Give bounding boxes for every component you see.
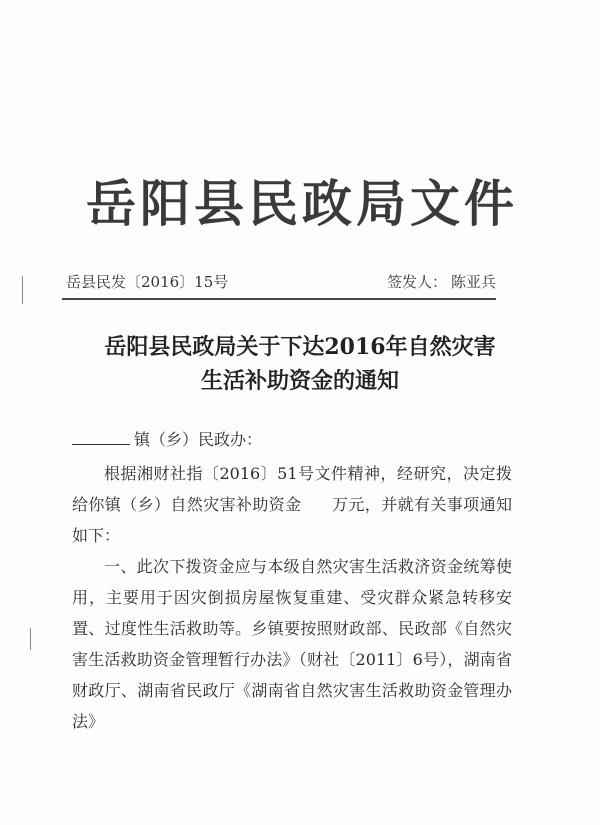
notice-body [72,458,512,737]
salutation-text: 镇（乡）民政办： [134,430,263,449]
binding-margin-mark [30,628,31,650]
document-meta-row [66,270,496,294]
signer-name: 陈亚兵 [450,273,496,291]
notice-title-line-2: 生活补助资金的通知 [200,368,399,394]
header-divider [62,298,496,300]
body-paragraph-1 [72,458,512,551]
signer [387,270,496,294]
salutation [72,428,262,452]
body-paragraph-1-part-1: 根据湘财社指〔2016〕51号文件精神，经研究，决定拨给你镇（乡）自然灾害补助资金 [72,464,512,514]
body-paragraph-1-part-2: 万元，并就有关事项通知如下： [72,495,512,545]
notice-title [0,330,600,398]
binding-margin-mark [22,276,23,304]
body-paragraph-2: 一、此次下拨资金应与本级自然灾害生活救济资金统筹使用，主要用于因灾倒损房屋恢复重建、受灾群众紧急转移安置、过度性生活救助等。乡镇要按照财政部、民政部《自然灾害生活救助资金管理暂行办法》（财社〔2011〕6号），湖南省财政厅、湖南省民政厅《湖南省自然灾害生活救助资金管理办法》 [72,557,512,731]
document-header-title: 岳阳县民政局文件 [86,175,518,233]
notice-title-line-1: 岳阳县民政局关于下达2016年自然灾害 [104,334,496,360]
blank-fill-line [72,428,130,445]
signer-label: 签发人： [386,273,447,291]
document-number: 岳县民发〔2016〕15号 [66,273,229,291]
